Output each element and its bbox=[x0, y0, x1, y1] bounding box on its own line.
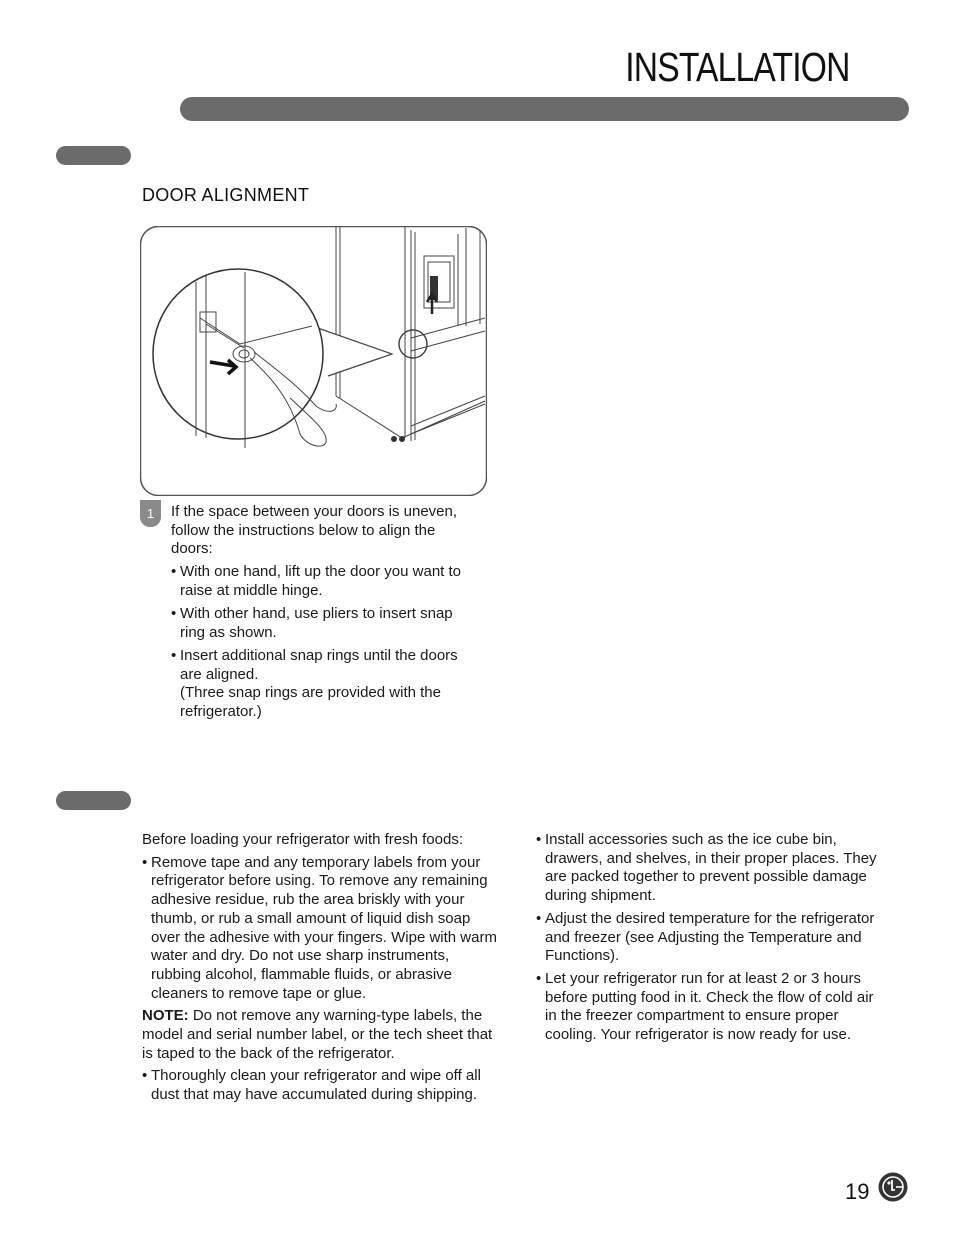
list-item bbox=[142, 854, 500, 1004]
step-bullet bbox=[171, 605, 481, 642]
bullet-icon: • bbox=[171, 647, 177, 664]
loading-left-column bbox=[142, 831, 500, 1109]
note-text: Do not remove any warning-type labels, the model and serial number label, or the tech sheet that is taped to the back of the refrigerator. bbox=[142, 1007, 493, 1062]
step-bullet-text: Insert additional snap rings until the doors are aligned. bbox=[180, 647, 458, 683]
step-bullet-text: With one hand, lift up the door you want to raise at middle hinge. bbox=[180, 563, 462, 599]
page-header-title: INSTALLATION bbox=[625, 44, 850, 90]
step-bullet-text: With other hand, use pliers to insert snap ring as shown. bbox=[180, 605, 453, 641]
list-item-text: Remove tape and any temporary labels from your refrigerator before using. To remove any remaining adhesive residue, rub the area briskly with your thumb, or rub a small amount of liquid dish soap over the adhesive with your fingers. Wipe with warm water and dry. Do not use sharp instruments, rubbing alcohol, flammable fluids, or abrasive cleaners to remove tape or glue. bbox=[151, 853, 497, 1002]
section-tab-pill bbox=[56, 791, 131, 810]
bullet-icon: • bbox=[142, 1067, 148, 1085]
loading-right-column bbox=[536, 831, 886, 1049]
step-bullet bbox=[171, 563, 481, 600]
header-bar bbox=[180, 97, 909, 121]
bullet-icon: • bbox=[536, 909, 542, 927]
section-tab-pill bbox=[56, 146, 131, 165]
step-bullet-note: (Three snap rings are provided with the refrigerator.) bbox=[180, 684, 441, 721]
section-title: DOOR ALIGNMENT bbox=[142, 185, 310, 205]
list-item-text: Adjust the desired temperature for the refrigerator and freezer (see Adjusting the Temperature and Functions). bbox=[545, 909, 875, 965]
step-bullet bbox=[171, 647, 481, 722]
bullet-icon: • bbox=[536, 831, 542, 848]
bullet-icon: • bbox=[171, 605, 177, 622]
list-item bbox=[536, 970, 886, 1045]
bullet-icon: • bbox=[142, 853, 148, 871]
list-item bbox=[536, 910, 886, 966]
list-item bbox=[142, 1067, 500, 1104]
loading-intro: Before loading your refrigerator with fresh foods: bbox=[142, 831, 463, 848]
step-instruction: If the space between your doors is uneven, follow the instructions below to align the doors: bbox=[171, 503, 458, 558]
lg-logo-icon bbox=[878, 1172, 908, 1202]
note-label: NOTE: bbox=[142, 1007, 189, 1025]
note-paragraph bbox=[142, 1007, 500, 1063]
bullet-icon: • bbox=[171, 563, 177, 580]
list-item bbox=[536, 831, 886, 906]
step-number-badge: 1 bbox=[140, 500, 161, 527]
door-alignment-illustration bbox=[140, 226, 487, 496]
list-item-text: Let your refrigerator run for at least 2 or 3 hours before putting food in it. Check the flow of cold air in the freezer compartment to ensure proper cooling. Your refrigerator is now ready for use. bbox=[545, 969, 874, 1044]
page-number: 19 bbox=[845, 1179, 870, 1204]
bullet-icon: • bbox=[536, 969, 542, 987]
list-item-text: Install accessories such as the ice cube bin, drawers, and shelves, in their proper places. They are packed together to prevent possible damage during shipment. bbox=[545, 831, 877, 905]
list-item-text: Thoroughly clean your refrigerator and wipe off all dust that may have accumulated during shipping. bbox=[151, 1067, 481, 1104]
